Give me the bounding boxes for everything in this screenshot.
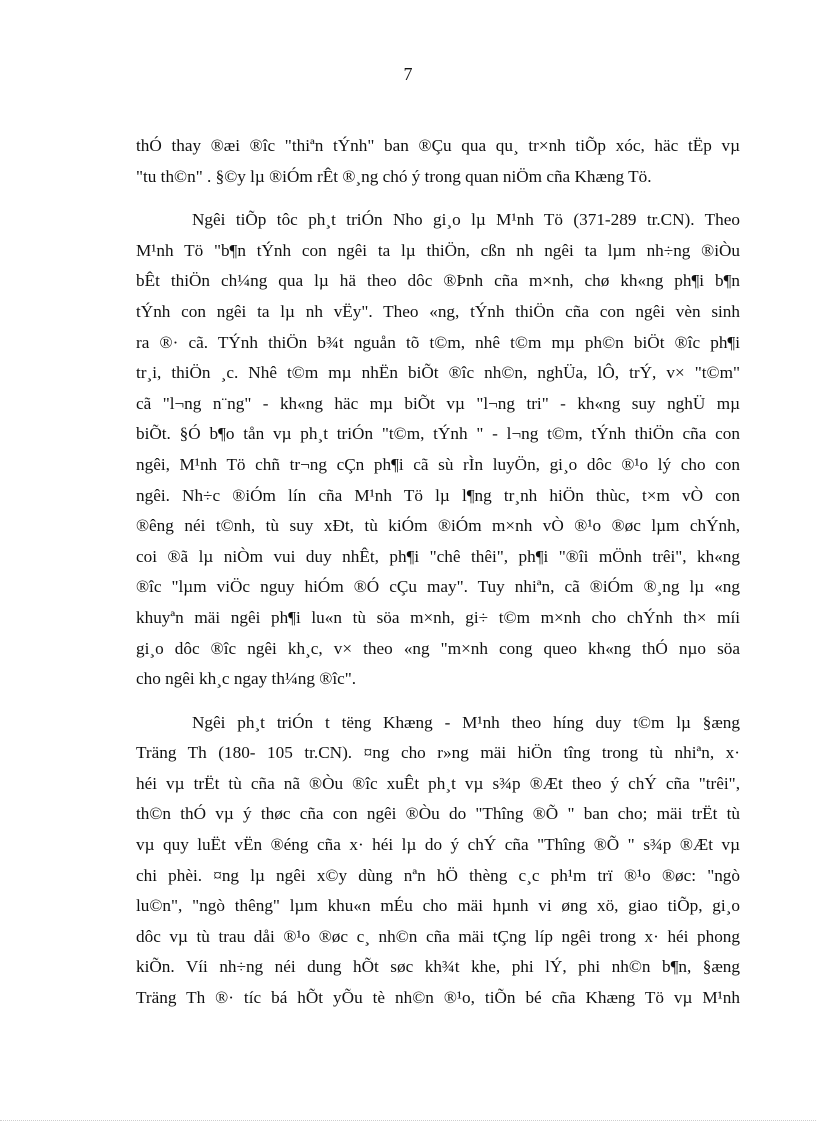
paragraph-2 — [136, 205, 740, 695]
text-line: Ngêi ph¸t triÓn t tëng Khæng - M¹nh theo híng duy t©m lµ §æng — [192, 712, 740, 732]
text-line: cho ngêi kh¸c ngay th¼ng ®îc". — [136, 669, 357, 689]
text-line: chi phèi. ¤ng lµ ngêi x©y dùng nªn hÖ thèng c¸c ph¹m trï ®¹o ®øc: "ngò — [136, 865, 740, 885]
page-bottom-rule — [0, 1120, 816, 1121]
text-line: ra ®· cã. TÝnh thiÖn b¾t nguån tõ t©m, nhê t©m mµ ph©n biÖt ®îc ph¶i — [136, 332, 740, 352]
text-line: ®îc "lµm viÖc nguy hiÓm ®Ó cÇu may". Tuy nhiªn, cã ®iÓm ®¸ng lµ «ng — [136, 577, 740, 597]
text-line: biÕt. §Ó b¶o tån vµ ph¸t triÓn "t©m, tÝnh " - l¬ng t©m, tÝnh thiÖn cña con — [136, 424, 740, 444]
text-line: tr¸i, thiÖn ¸c. Nhê t©m mµ nhËn biÕt ®îc nh©n, nghÜa, lÔ, trÝ, v× "t©m" — [136, 363, 740, 383]
text-line: ngêi. Nh÷c ®iÓm lín cña M¹nh Tö lµ l¶ng tr¸nh hiÖn thùc, t×m vÒ con — [136, 485, 740, 505]
text-line: th©n thÓ vµ ý thøc cña con ngêi ®Òu do "Thîng ®Õ " ban cho; mäi trËt tù — [136, 804, 740, 824]
text-line: dôc vµ tù trau dåi ®¹o ®øc c¸ nh©n cña mäi tÇng líp ngêi trong x· héi phong — [136, 926, 740, 946]
text-line: ngêi, M¹nh Tö chñ tr¬ng cÇn ph¶i cã sù rÌn luyÖn, gi¸o dôc ®¹o lý cho con — [136, 454, 740, 474]
text-line: M¹nh Tö "b¶n tÝnh con ngêi ta lµ thiÖn, cßn nh ngêi ta lµm nh÷ng ®iÒu — [136, 240, 740, 260]
text-line: bÊt thiÖn ch¼ng qua lµ hä theo dôc ®Þnh cña m×nh, chø kh«ng ph¶i b¶n — [136, 271, 740, 291]
text-line: ®êng néi t©nh, tù suy xÐt, tù kiÓm ®iÓm m×nh vÒ ®¹o ®øc lµm chÝnh, — [136, 516, 740, 536]
text-line: coi ®ã lµ niÒm vui duy nhÊt, ph¶i "chê thêi", ph¶i "®îi mÖnh trêi", kh«ng — [136, 546, 740, 566]
text-line: vµ quy luËt vËn ®éng cña x· héi lµ do ý chÝ cña "Thîng ®Õ " s¾p ®Æt vµ — [136, 835, 740, 855]
page-number: 7 — [403, 64, 413, 84]
text-line: tÝnh con ngêi ta lµ nh vËy". Theo «ng, tÝnh thiÖn cña con ngêi vèn sinh — [136, 301, 740, 321]
text-line: lu©n", "ngò thêng" lµm khu«n mÉu cho mäi hµnh vi øng xö, giao tiÕp, gi¸o — [136, 896, 740, 916]
text-line: "tu th©n" . §©y lµ ®iÓm rÊt ®¸ng chó ý trong quan niÖm cña Khæng Tö. — [136, 166, 652, 186]
text-line: thÓ thay ®æi ®îc "thiªn tÝnh" ban ®Çu qua qu¸ tr×nh tiÕp xóc, häc tËp vµ — [136, 136, 740, 155]
paragraph-1 — [136, 131, 740, 192]
text-line: khuyªn mäi ngêi ph¶i lu«n tù söa m×nh, gi÷ t©m m×nh cho chÝnh th× míi — [136, 607, 740, 627]
text-line: Träng Th (180- 105 tr.CN). ¤ng cho r»ng mäi hiÖn tîng trong tù nhiªn, x· — [136, 743, 740, 763]
text-line: gi¸o dôc ®îc ngêi kh¸c, v× theo «ng "m×nh cong queo kh«ng thÓ nµo söa — [136, 638, 740, 658]
text-line: héi vµ trËt tù cña nã ®Òu ®îc xuÊt ph¸t vµ s¾p ®Æt theo ý chÝ cña "trêi", — [136, 773, 740, 793]
text-line: kiÕn. Víi nh÷ng néi dung hÕt søc kh¾t khe, phi lÝ, phi nh©n b¶n, §æng — [136, 957, 740, 977]
text-line: cã "l¬ng n¨ng" - kh«ng häc mµ biÕt vµ "l¬ng tri" - kh«ng suy nghÜ mµ — [136, 393, 740, 413]
paragraph-3 — [136, 708, 740, 1014]
text-line: Ngêi tiÕp tôc ph¸t triÓn Nho gi¸o lµ M¹nh Tö (371-289 tr.CN). Theo — [192, 210, 740, 230]
text-line: Träng Th ®· tíc bá hÕt yÕu tè nh©n ®¹o, tiÕn bé cña Khæng Tö vµ M¹nh — [136, 988, 740, 1008]
document-body — [136, 131, 740, 1014]
